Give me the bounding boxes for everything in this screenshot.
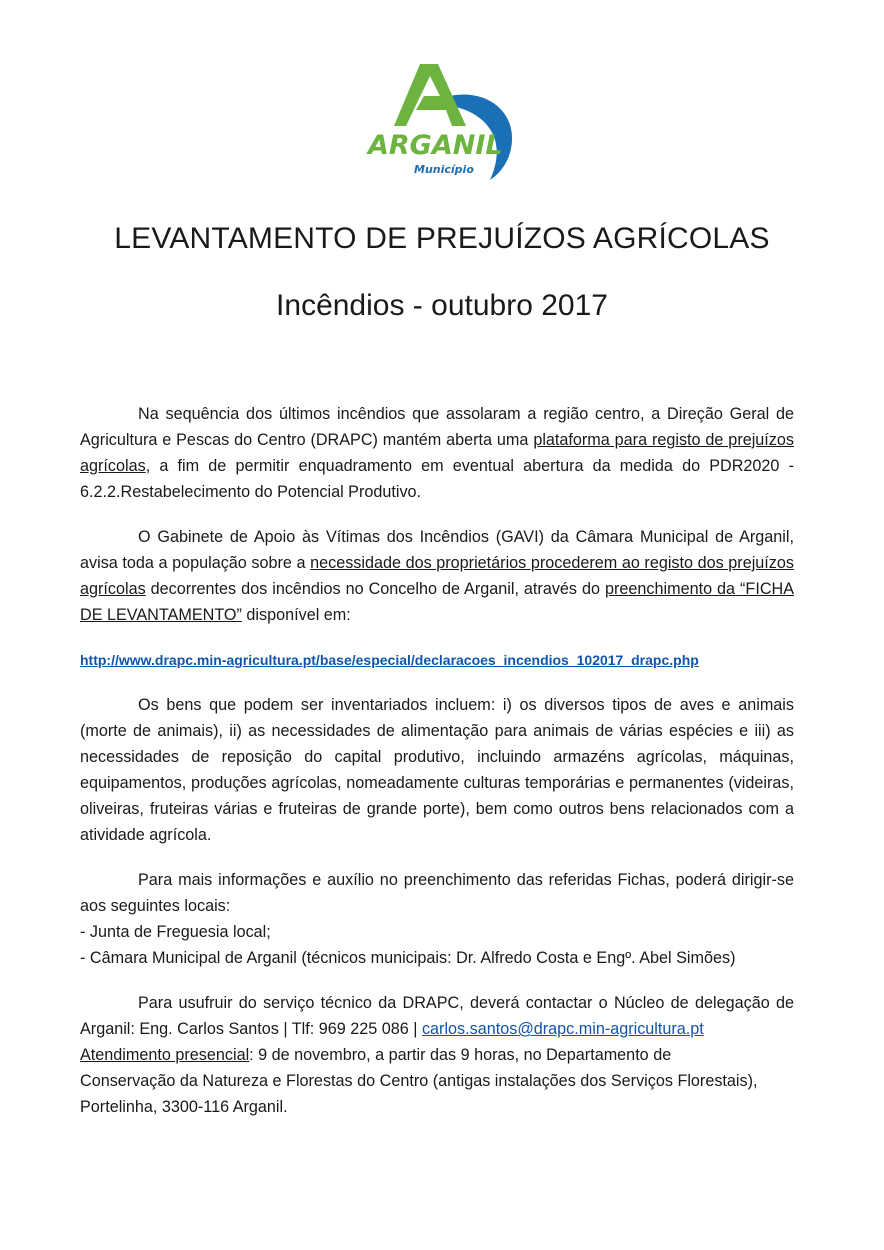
paragraph-gavi [80, 524, 794, 628]
arganil-municipio-logo [362, 58, 522, 183]
logo-wordmark: ARGANIL [368, 130, 503, 161]
paragraph-text: Na sequência dos últimos incêndios que assolaram a região centro, a Direção Geral de Agricultura e Pescas do Centro (DRAPC) mantém aberta uma [80, 405, 794, 449]
attendance-line [80, 1042, 794, 1068]
attendance-label: Atendimento presencial [80, 1046, 250, 1064]
paragraph-contact [80, 990, 794, 1042]
paragraph-intro [80, 401, 794, 505]
paragraph-text: , a fim de permitir enquadramento em eventual abertura da medida do PDR2020 - 6.2.2.Restabelecimento do Potencial Produtivo. [80, 457, 794, 501]
paragraph-text: Para usufruir do serviço técnico da DRAPC, deverá contactar o Núcleo de delegação de Arganil: Eng. Carlos Santos | Tlf: 969 225 086 | [80, 994, 794, 1038]
list-item: - Junta de Freguesia local; [80, 923, 271, 941]
drapc-form-link[interactable]: http://www.drapc.min-agricultura.pt/base/especial/declaracoes_incendios_102017_drapc.php [80, 652, 699, 668]
paragraph-text: disponível em: [241, 606, 351, 624]
paragraph-eligible-goods: Os bens que podem ser inventariados incluem: i) os diversos tipos de aves e animais (morte de animais), ii) as necessidades de alimentação para animais de várias espécies e iii) as necessidades de reposição do capital produtivo, incluindo armazéns agrícolas, máquinas, equipamentos, produções agrícolas, nomeadamente culturas temporárias e permanentes (videiras, oliveiras, fruteiras várias e fruteiras de grande porte), bem como outros bens relacionados com a atividade agrícola. [80, 696, 794, 844]
document-title: LEVANTAMENTO DE PREJUÍZOS AGRÍCOLAS [114, 222, 770, 255]
paragraph-text: decorrentes dos incêndios no Concelho de Arganil, através do [145, 580, 605, 598]
paragraph-more-info: Para mais informações e auxílio no preenchimento das referidas Fichas, poderá dirigir-se aos seguintes locais: [80, 871, 794, 915]
logo-subtitle: Município [414, 163, 474, 176]
paragraph-text: : 9 de novembro, a partir das 9 horas, no Departamento de [249, 1046, 672, 1064]
paragraph-text: O Gabinete de Apoio às Vítimas dos Incêndios (GAVI) da Câmara Municipal de Arganil, avisa toda a população sobre a [80, 528, 794, 572]
address-line: Conservação da Natureza e Florestas do Centro (antigas instalações dos Serviços Florestais), [80, 1072, 758, 1090]
list-item: - Câmara Municipal de Arganil (técnicos municipais: Dr. Alfredo Costa e Engº. Abel Simões) [80, 949, 736, 967]
logo-graphic [362, 58, 522, 183]
underlined-text: preenchimento da “FICHA DE LEVANTAMENTO” [80, 580, 794, 624]
email-link[interactable]: carlos.santos@drapc.min-agricultura.pt [421, 1020, 704, 1038]
document-body [80, 401, 794, 1120]
address-line: Portelinha, 3300-116 Arganil. [80, 1098, 288, 1116]
document-subtitle: Incêndios - outubro 2017 [276, 289, 608, 322]
underlined-text: necessidade dos proprietários procederem ao registo dos prejuízos agrícolas [80, 554, 794, 598]
underlined-text: plataforma para registo de prejuízos agrícolas [80, 431, 794, 475]
